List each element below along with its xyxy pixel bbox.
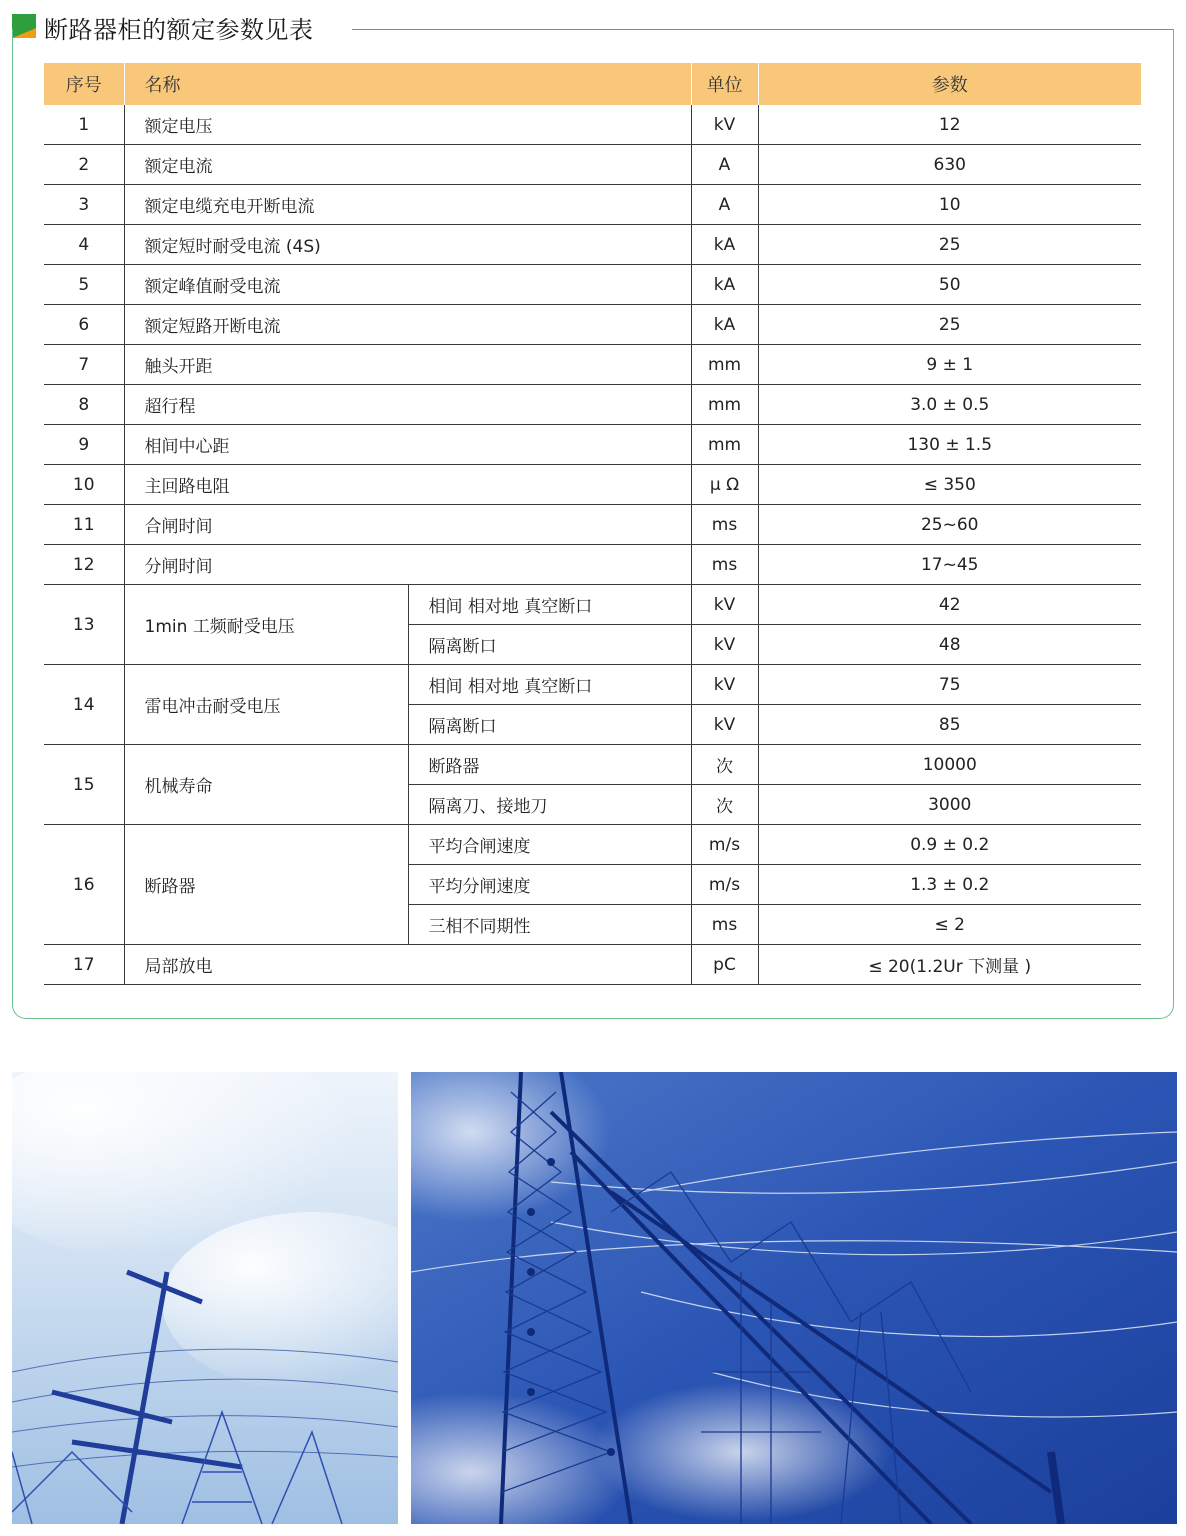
header-value: 参数 (758, 63, 1141, 105)
row-value: ≤ 20(1.2Ur 下测量 ) (758, 945, 1141, 985)
table-row (44, 425, 1141, 465)
row-name: 额定电缆充电开断电流 (124, 185, 691, 225)
power-pole-illustration (12, 1072, 398, 1524)
row-name: 主回路电阻 (124, 465, 691, 505)
row-unit: m/s (691, 865, 758, 905)
row-unit: ms (691, 905, 758, 945)
table-row (44, 665, 1141, 705)
row-unit: mm (691, 345, 758, 385)
row-no: 14 (44, 665, 124, 745)
row-subname: 隔离刀、接地刀 (408, 785, 691, 825)
row-unit: 次 (691, 745, 758, 785)
table-row (44, 225, 1141, 265)
row-value: 25~60 (758, 505, 1141, 545)
row-value: 1.3 ± 0.2 (758, 865, 1141, 905)
row-subname: 平均合闸速度 (408, 825, 691, 865)
row-value: 17~45 (758, 545, 1141, 585)
row-subname: 相间 相对地 真空断口 (408, 665, 691, 705)
row-value: 42 (758, 585, 1141, 625)
row-unit: A (691, 145, 758, 185)
page-title: 断路器柜的额定参数见表 (44, 16, 314, 44)
row-name: 断路器 (124, 825, 408, 945)
row-value: 10000 (758, 745, 1141, 785)
row-name: 分闸时间 (124, 545, 691, 585)
row-unit: ms (691, 505, 758, 545)
table-row (44, 585, 1141, 625)
row-name: 合闸时间 (124, 505, 691, 545)
row-unit: kV (691, 665, 758, 705)
row-no: 12 (44, 545, 124, 585)
row-unit: m/s (691, 825, 758, 865)
rated-parameters-table (44, 63, 1141, 985)
row-name: 相间中心距 (124, 425, 691, 465)
row-unit: kV (691, 705, 758, 745)
table-row (44, 825, 1141, 865)
table-row (44, 185, 1141, 225)
table-row (44, 105, 1141, 145)
table-row (44, 305, 1141, 345)
row-no: 16 (44, 825, 124, 945)
table-row (44, 265, 1141, 305)
row-value: 50 (758, 265, 1141, 305)
table-row (44, 385, 1141, 425)
row-name: 机械寿命 (124, 745, 408, 825)
row-name: 额定短时耐受电流 (4S) (124, 225, 691, 265)
row-no: 11 (44, 505, 124, 545)
row-subname: 隔离断口 (408, 625, 691, 665)
row-unit: ms (691, 545, 758, 585)
photo-power-pole (12, 1072, 398, 1524)
row-value: 12 (758, 105, 1141, 145)
row-name: 额定峰值耐受电流 (124, 265, 691, 305)
row-value: 85 (758, 705, 1141, 745)
row-name: 额定电流 (124, 145, 691, 185)
row-name: 额定电压 (124, 105, 691, 145)
row-no: 15 (44, 745, 124, 825)
table-row (44, 945, 1141, 985)
row-no: 7 (44, 345, 124, 385)
row-unit: kV (691, 625, 758, 665)
table-row (44, 745, 1141, 785)
row-no: 17 (44, 945, 124, 985)
row-name: 雷电冲击耐受电压 (124, 665, 408, 745)
row-unit: μ Ω (691, 465, 758, 505)
row-unit: kA (691, 305, 758, 345)
table-row (44, 465, 1141, 505)
table-row (44, 145, 1141, 185)
row-value: 3000 (758, 785, 1141, 825)
header-name: 名称 (124, 63, 691, 105)
photo-transmission-tower (411, 1072, 1177, 1524)
row-value: 25 (758, 305, 1141, 345)
row-value: 130 ± 1.5 (758, 425, 1141, 465)
row-value: 48 (758, 625, 1141, 665)
row-no: 4 (44, 225, 124, 265)
row-unit: kV (691, 585, 758, 625)
row-no: 9 (44, 425, 124, 465)
row-unit: kV (691, 105, 758, 145)
table-row (44, 345, 1141, 385)
header-no: 序号 (44, 63, 124, 105)
row-value: ≤ 350 (758, 465, 1141, 505)
header-unit: 单位 (691, 63, 758, 105)
row-no: 6 (44, 305, 124, 345)
row-value: 25 (758, 225, 1141, 265)
row-value: 630 (758, 145, 1141, 185)
row-name: 触头开距 (124, 345, 691, 385)
row-name: 额定短路开断电流 (124, 305, 691, 345)
table-row (44, 545, 1141, 585)
row-unit: 次 (691, 785, 758, 825)
row-subname: 平均分闸速度 (408, 865, 691, 905)
row-subname: 断路器 (408, 745, 691, 785)
row-value: 75 (758, 665, 1141, 705)
row-name: 1min 工频耐受电压 (124, 585, 408, 665)
row-subname: 三相不同期性 (408, 905, 691, 945)
row-unit: kA (691, 265, 758, 305)
table-row (44, 505, 1141, 545)
row-unit: A (691, 185, 758, 225)
row-value: 9 ± 1 (758, 345, 1141, 385)
row-value: 3.0 ± 0.5 (758, 385, 1141, 425)
row-unit: mm (691, 385, 758, 425)
row-value: 10 (758, 185, 1141, 225)
row-no: 2 (44, 145, 124, 185)
row-no: 3 (44, 185, 124, 225)
table-header-row (44, 63, 1141, 105)
row-value: ≤ 2 (758, 905, 1141, 945)
row-subname: 相间 相对地 真空断口 (408, 585, 691, 625)
row-no: 1 (44, 105, 124, 145)
row-value: 0.9 ± 0.2 (758, 825, 1141, 865)
row-name: 超行程 (124, 385, 691, 425)
row-name: 局部放电 (124, 945, 691, 985)
row-no: 10 (44, 465, 124, 505)
row-no: 5 (44, 265, 124, 305)
row-no: 13 (44, 585, 124, 665)
transmission-tower-illustration (411, 1072, 1177, 1524)
row-unit: kA (691, 225, 758, 265)
row-unit: pC (691, 945, 758, 985)
row-unit: mm (691, 425, 758, 465)
row-no: 8 (44, 385, 124, 425)
row-subname: 隔离断口 (408, 705, 691, 745)
